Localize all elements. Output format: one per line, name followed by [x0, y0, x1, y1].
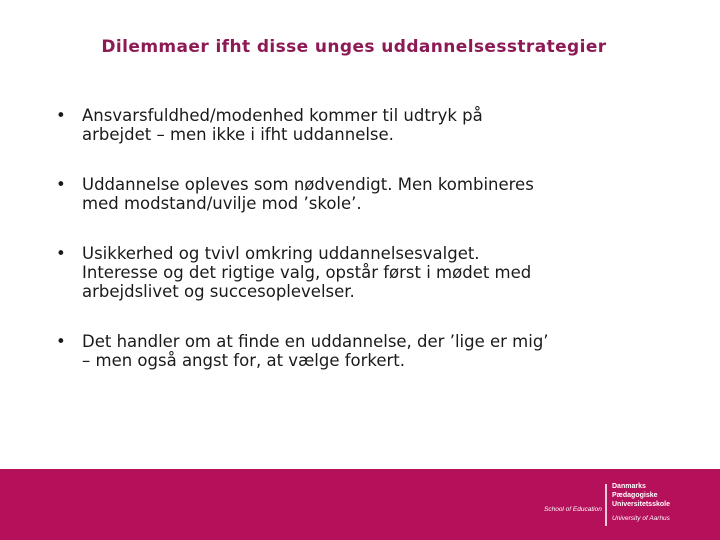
- bullet-text-line: arbejdet – men ikke i ifht uddannelse.: [82, 125, 394, 144]
- bullet-text-line: Usikkerhed og tvivl omkring uddannelsesvalget.: [82, 244, 480, 263]
- bullet-text-line: Uddannelse opleves som nødvendigt. Men kombineres: [82, 175, 534, 194]
- logo-divider: [605, 484, 607, 526]
- bullet-text-line: arbejdslivet og succesoplevelser.: [82, 282, 355, 301]
- logo-name-line: Pædagogiske: [612, 492, 658, 499]
- bullet-item: [56, 244, 676, 301]
- bullet-marker: •: [56, 175, 66, 194]
- logo-name-line: Universitetsskole: [612, 501, 670, 508]
- bullet-item: [56, 175, 676, 213]
- university-logo: [542, 480, 692, 530]
- bullet-marker: •: [56, 332, 66, 351]
- bullet-text-line: Interesse og det rigtige valg, opstår først i mødet med: [82, 263, 532, 282]
- bullet-text-line: med modstand/uvilje mod ’skole’.: [82, 194, 362, 213]
- logo-name-line: Danmarks: [612, 483, 646, 490]
- logo-school-text: School of Education: [544, 506, 602, 513]
- bullet-marker: •: [56, 106, 66, 125]
- bullet-list: [56, 106, 676, 401]
- slide-title: Dilemmaer ifht disse unges uddannelsesstrategier: [101, 37, 607, 57]
- bullet-marker: •: [56, 244, 66, 263]
- bullet-text-line: Ansvarsfuldhed/modenhed kommer til udtryk på: [82, 106, 483, 125]
- bullet-text-line: – men også angst for, at vælge forkert.: [82, 351, 406, 370]
- bullet-text-line: Det handler om at finde en uddannelse, der ’lige er mig’: [82, 332, 549, 351]
- bullet-item: [56, 332, 676, 370]
- bullet-item: [56, 106, 676, 144]
- logo-university-text: University of Aarhus: [612, 515, 670, 522]
